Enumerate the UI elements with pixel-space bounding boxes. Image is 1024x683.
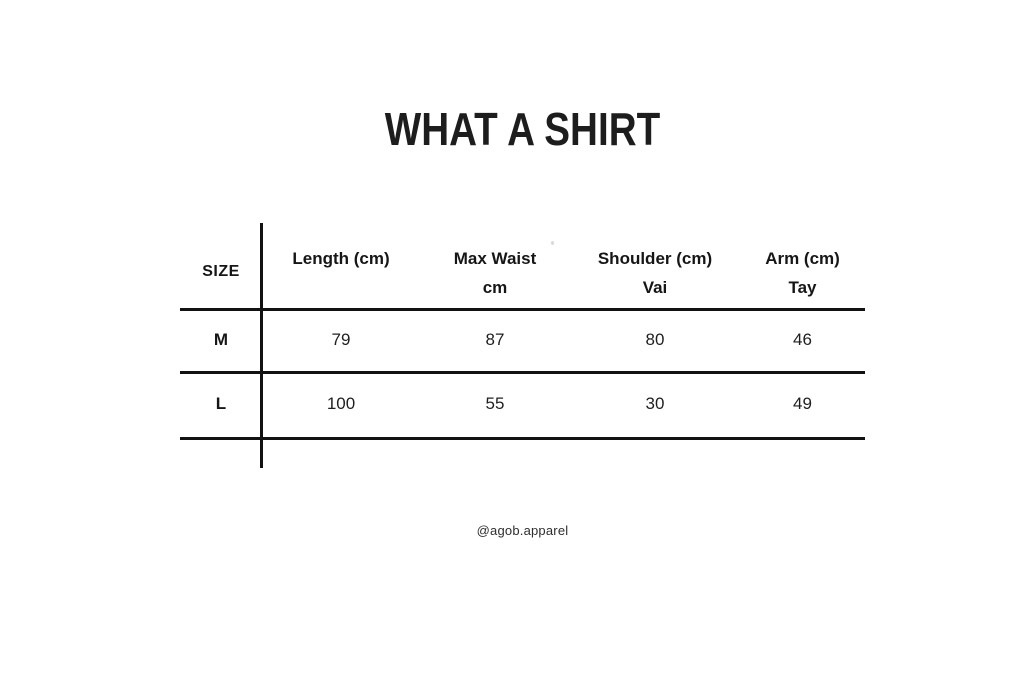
column-header-length-line1: Length (cm) [292,249,390,268]
row-l-shoulder: 30 [645,394,665,413]
row-m-length: 79 [331,329,351,349]
column-header-shoulder-line2: Vai [642,278,668,297]
size-table [180,223,865,468]
column-header-arm-line1: Arm (cm) [765,249,840,268]
column-header-shoulder-line1: Shoulder (cm) [597,249,713,268]
row-l-arm: 49 [793,394,812,413]
column-header-size: SIZE [202,263,240,280]
column-header-shoulder [570,223,740,308]
row-l-max-waist: 55 [485,394,505,413]
page-title: WHAT A SHIRT [384,103,661,155]
column-header-arm [740,223,865,308]
row-m-size-label: M [213,329,229,349]
row-m-max-waist: 87 [485,329,505,349]
size-table-grid [180,223,865,437]
column-header-arm-line2: Tay [788,278,817,297]
row-m-shoulder: 80 [645,329,665,349]
row-l-length: 100 [326,394,356,413]
row-l-size-label: L [215,394,227,413]
table-bottom-rule [180,437,865,440]
brand-handle: @agob.apparel [476,523,569,538]
column-header-length [262,223,420,308]
column-header-max-waist-line1: Max Waist [453,249,537,268]
row-m-arm: 46 [793,329,812,349]
column-header-max-waist [420,223,570,308]
column-header-max-waist-line2: cm [482,278,508,297]
